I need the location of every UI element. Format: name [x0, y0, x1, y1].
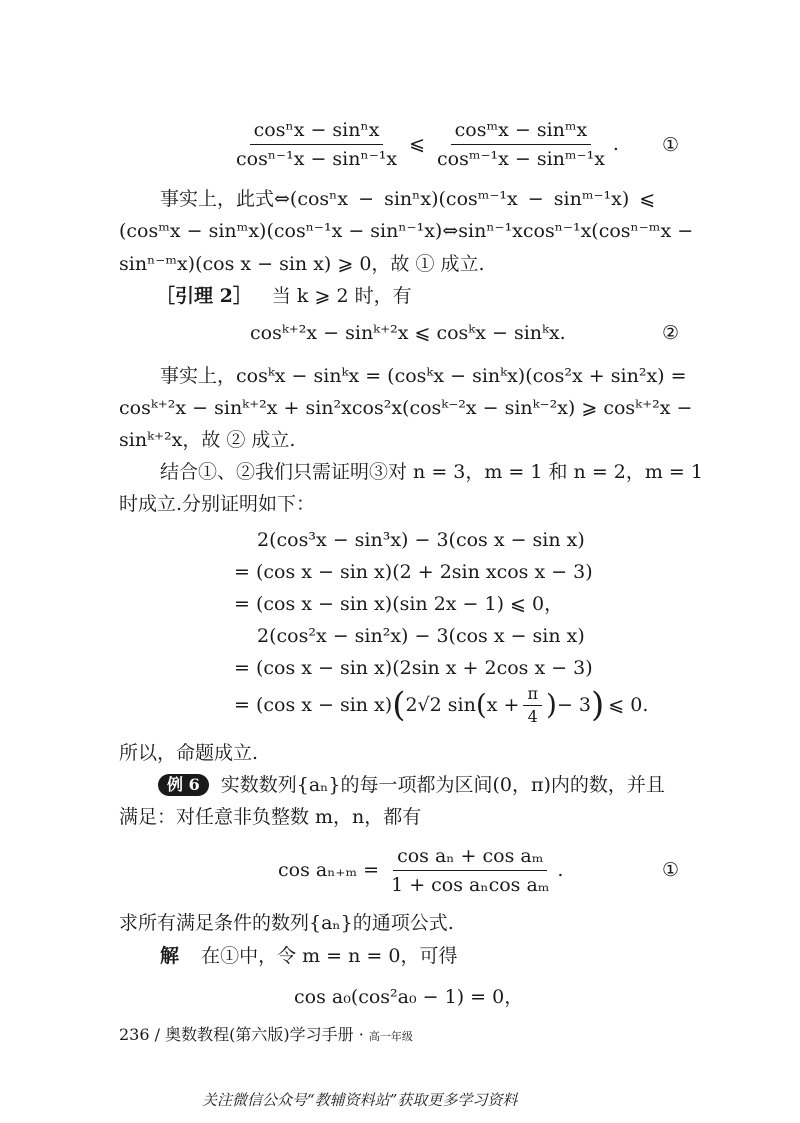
derivation-line: 2(cos²x − sin²x) − 3(cos x − sin x)	[257, 625, 585, 647]
paragraph-line: sinᵏ⁺²x，故 ② 成立.	[119, 429, 296, 451]
equation-2-tag: ②	[662, 322, 680, 344]
equation-1-tag: ①	[662, 134, 680, 156]
solution-line: 解 在①中，令 m = n = 0，可得	[160, 945, 458, 967]
equation-2: cosᵏ⁺²x − sinᵏ⁺²x ⩽ cosᵏx − sinᵏx.	[250, 322, 566, 344]
equation-3-tag: ①	[662, 859, 680, 881]
question-line: 求所有满足条件的数列{aₙ}的通项公式.	[119, 912, 454, 934]
lemma-text: 当 k ⩾ 2 时，有	[271, 285, 412, 307]
paragraph-line: (cosᵐx − sinᵐx)(cosⁿ⁻¹x − sinⁿ⁻¹x)⇔sinⁿ⁻¹xcosⁿ⁻¹x(cosⁿ⁻ᵐx −	[119, 220, 694, 242]
fraction-right: $\frac{\text{cosᵐx − sinᵐx}}{\text{cosᵐ⁻¹x − sinᵐ⁻¹x}}$	[436, 118, 605, 170]
derivation-line: = (cos x − sin x)(2 + 2sin xcos x − 3)	[234, 561, 593, 583]
fraction-cos: $\frac{\text{cos aₙ + cos aₘ}}{\text{1 + cos aₙcos aₘ}}$	[391, 844, 550, 896]
equation-1: $\frac{\text{cosⁿx − sinⁿx}}{\text{cosⁿ⁻¹x − sinⁿ⁻¹x}}$ ⩽ $\frac{\text{cosᵐx − sinᵐx}}{\text{cosᵐ⁻¹x − sinᵐ⁻¹x}}$ .	[228, 118, 619, 170]
paragraph-line: 事实上，cosᵏx − sinᵏx = (cosᵏx − sinᵏx)(cos²x + sin²x) =	[160, 365, 687, 387]
paragraph-line: sinⁿ⁻ᵐx)(cos x − sin x) ⩾ 0，故 ① 成立.	[119, 253, 485, 275]
promo-note: 关注微信公众号“教辅资料站”获取更多学习资料	[202, 1091, 518, 1109]
derivation-line: = (cos x − sin x)(sin 2x − 1) ⩽ 0，	[234, 593, 564, 615]
paragraph-line: 满足：对任意非负整数 m，n，都有	[119, 806, 422, 828]
fraction-left: $\frac{\text{cosⁿx − sinⁿx}}{\text{cosⁿ⁻¹x − sinⁿ⁻¹x}}$	[236, 118, 398, 170]
pi-over-four: $\frac{\pi}{4}$	[523, 685, 542, 726]
conclusion-line: 所以，命题成立.	[119, 742, 259, 764]
paragraph-line: cosᵏ⁺²x − sinᵏ⁺²x + sin²xcos²x(cosᵏ⁻²x − sinᵏ⁻²x) ⩾ cosᵏ⁺²x −	[119, 397, 693, 419]
page-number: 236	[119, 1025, 150, 1044]
derivation-line: = (cos x − sin x)(2sin x + 2cos x − 3)	[234, 657, 593, 679]
grade-label: 高一年级	[368, 1030, 413, 1043]
example-badge: 例 6	[158, 774, 209, 796]
example-heading: 例 6 实数数列{aₙ}的每一项都为区间(0，π)内的数，并且	[158, 773, 665, 797]
paragraph-line: 时成立.分别证明如下：	[119, 493, 316, 515]
lemma-heading	[156, 284, 412, 308]
derivation-line: 2(cos³x − sin³x) − 3(cos x − sin x)	[257, 529, 585, 551]
solution-label: 解	[160, 945, 180, 967]
equation-3: cos aₙ₊ₘ = $\frac{\text{cos aₙ + cos aₘ}}{\text{1 + cos aₙcos aₘ}}$ .	[278, 844, 564, 896]
page-footer	[119, 1024, 413, 1048]
derivation-line-last: = (cos x − sin x) ( 2√2 sin ( x + $\frac{\pi}{4}$ ) − 3 ) ⩽ 0.	[234, 683, 649, 726]
book-title: / 奥数教程(第六版)学习手册 ·	[154, 1025, 364, 1044]
lemma-label: ［引理 2］	[156, 285, 252, 307]
paragraph-line: 结合①、②我们只需证明③对 n = 3，m = 1 和 n = 2，m = 1	[160, 461, 703, 483]
paragraph-line: 事实上，此式⇔(cosⁿx − sinⁿx)(cosᵐ⁻¹x − sinᵐ⁻¹x) ⩽	[160, 188, 656, 210]
equation-4: cos a₀(cos²a₀ − 1) = 0，	[294, 986, 524, 1008]
